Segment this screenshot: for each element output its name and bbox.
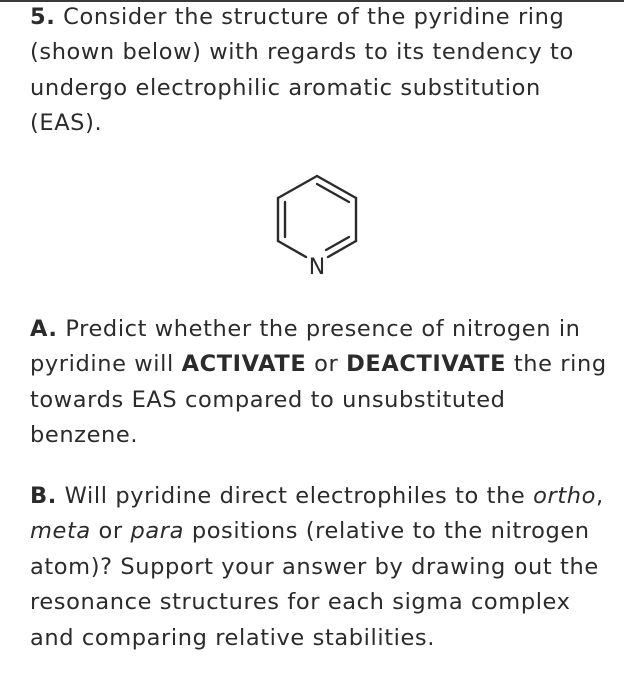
ring-bond bbox=[278, 241, 306, 257]
para-term: para bbox=[130, 518, 185, 545]
ortho-term: ortho bbox=[533, 483, 597, 509]
part-a-label: A. bbox=[30, 316, 58, 342]
activate-term: ACTIVATE bbox=[181, 351, 307, 378]
part-b bbox=[30, 479, 610, 656]
part-a bbox=[30, 312, 610, 454]
deactivate-term: DEACTIVATE bbox=[346, 351, 507, 378]
comma: , bbox=[596, 483, 604, 509]
nitrogen-label: N bbox=[308, 255, 326, 280]
part-b-text-2: positions (relative to the nitrogen atom)? Support your answer by drawing out the resonance structures for each sigma complex and comparing relative stabilities. bbox=[30, 518, 599, 651]
part-a-text-1: Predict whether the presence of nitrogen in pyridine will bbox=[30, 316, 581, 378]
double-bond bbox=[317, 184, 349, 202]
meta-term: meta bbox=[30, 518, 91, 545]
or-word: or bbox=[314, 351, 339, 378]
ring-bond bbox=[328, 241, 356, 257]
ring-bond bbox=[278, 176, 317, 198]
question-text: Consider the structure of the pyridine ring (shown below) with regards to its tendency to undergo electrophilic aromatic substitution (EAS). bbox=[30, 4, 574, 137]
part-b-text-1: Will pyridine direct electrophiles to the bbox=[64, 483, 526, 509]
part-b-label: B. bbox=[30, 483, 57, 509]
pyridine-structure bbox=[262, 168, 372, 288]
part-a-text-2: the ring towards EAS compared to unsubstituted benzene. bbox=[30, 351, 607, 449]
or-word: or bbox=[98, 518, 123, 545]
question-number: 5. bbox=[30, 4, 56, 30]
question-intro bbox=[30, 0, 610, 142]
